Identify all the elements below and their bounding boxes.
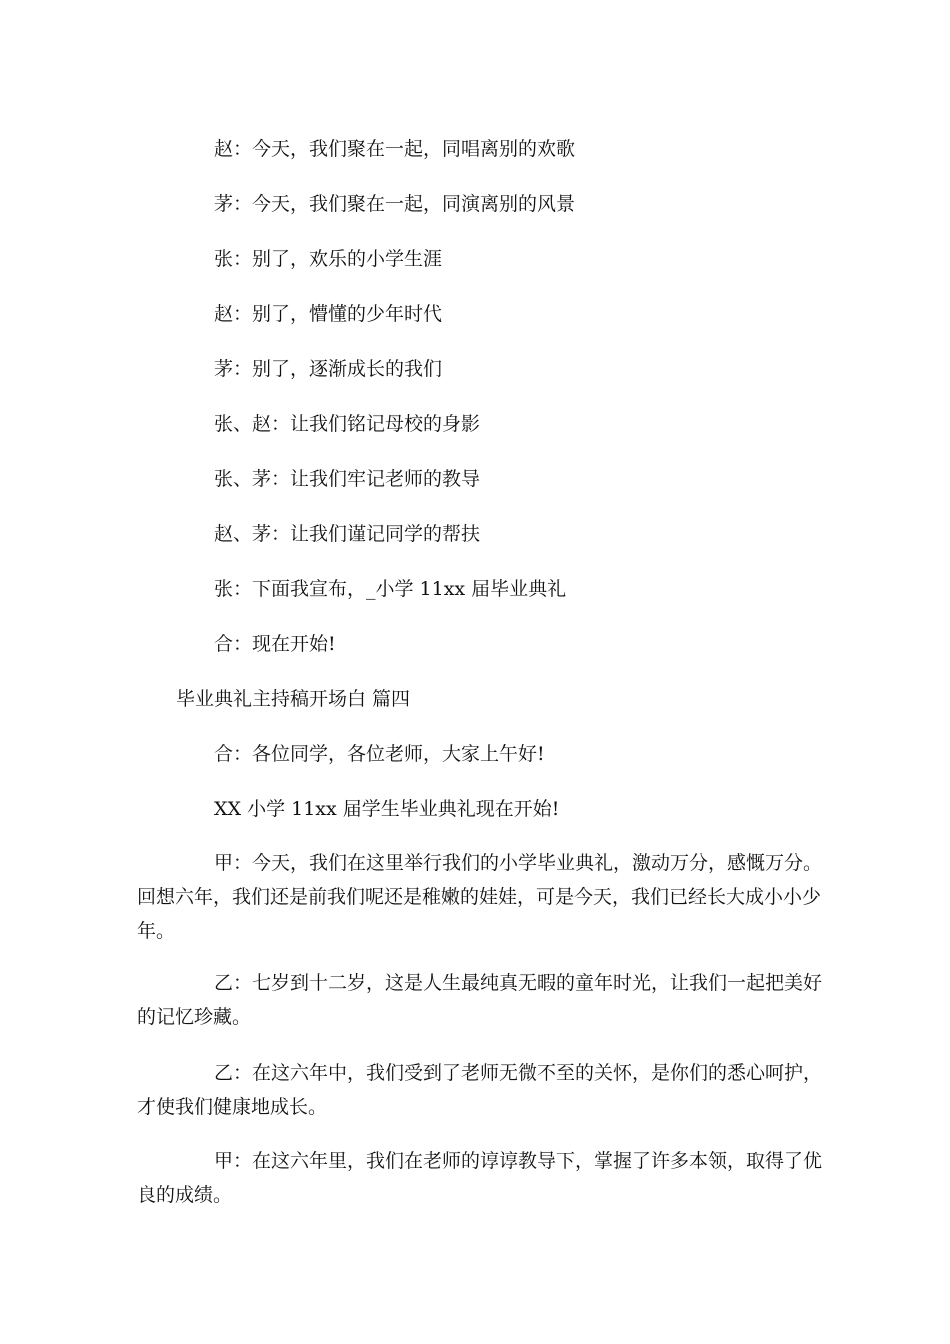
dialogue-line: 张、茅：让我们牢记老师的教导	[214, 468, 481, 490]
dialogue-paragraph: 甲：今天，我们在这里举行我们的小学毕业典礼，激动万分，感慨万分。回想六年，我们还是前我们呢还是稚嫩的娃娃，可是今天，我们已经长大成小小少年。	[137, 852, 823, 942]
dialogue-line: 赵：今天，我们聚在一起，同唱离别的欢歌	[214, 138, 576, 160]
dialogue-line: 茅：今天，我们聚在一起，同演离别的风景	[214, 193, 576, 215]
dialogue-line: 合：各位同学，各位老师，大家上午好!	[214, 743, 545, 765]
dialogue-line: 合：现在开始!	[214, 633, 336, 655]
dialogue-line: 赵、茅：让我们谨记同学的帮扶	[214, 523, 481, 545]
dialogue-paragraph: 乙：在这六年中，我们受到了老师无微不至的关怀，是你们的悉心呵护，才使我们健康地成长。	[137, 1062, 823, 1118]
dialogue-line: 茅：别了，逐渐成长的我们	[214, 358, 443, 380]
dialogue-line: 张：别了，欢乐的小学生涯	[214, 248, 443, 270]
dialogue-line: 赵：别了，懵懂的少年时代	[214, 303, 443, 325]
section-title: 毕业典礼主持稿开场白 篇四	[176, 688, 411, 710]
dialogue-paragraph: 甲：在这六年里，我们在老师的谆谆教导下，掌握了许多本领，取得了优良的成绩。	[137, 1150, 823, 1206]
dialogue-line: XX 小学 11xx 届学生毕业典礼现在开始!	[214, 798, 560, 820]
dialogue-line: 张、赵：让我们铭记母校的身影	[214, 413, 481, 435]
dialogue-line: 张：下面我宣布，_小学 11xx 届毕业典礼	[214, 578, 567, 600]
dialogue-paragraph: 乙：七岁到十二岁，这是人生最纯真无暇的童年时光，让我们一起把美好的记忆珍藏。	[137, 972, 823, 1028]
